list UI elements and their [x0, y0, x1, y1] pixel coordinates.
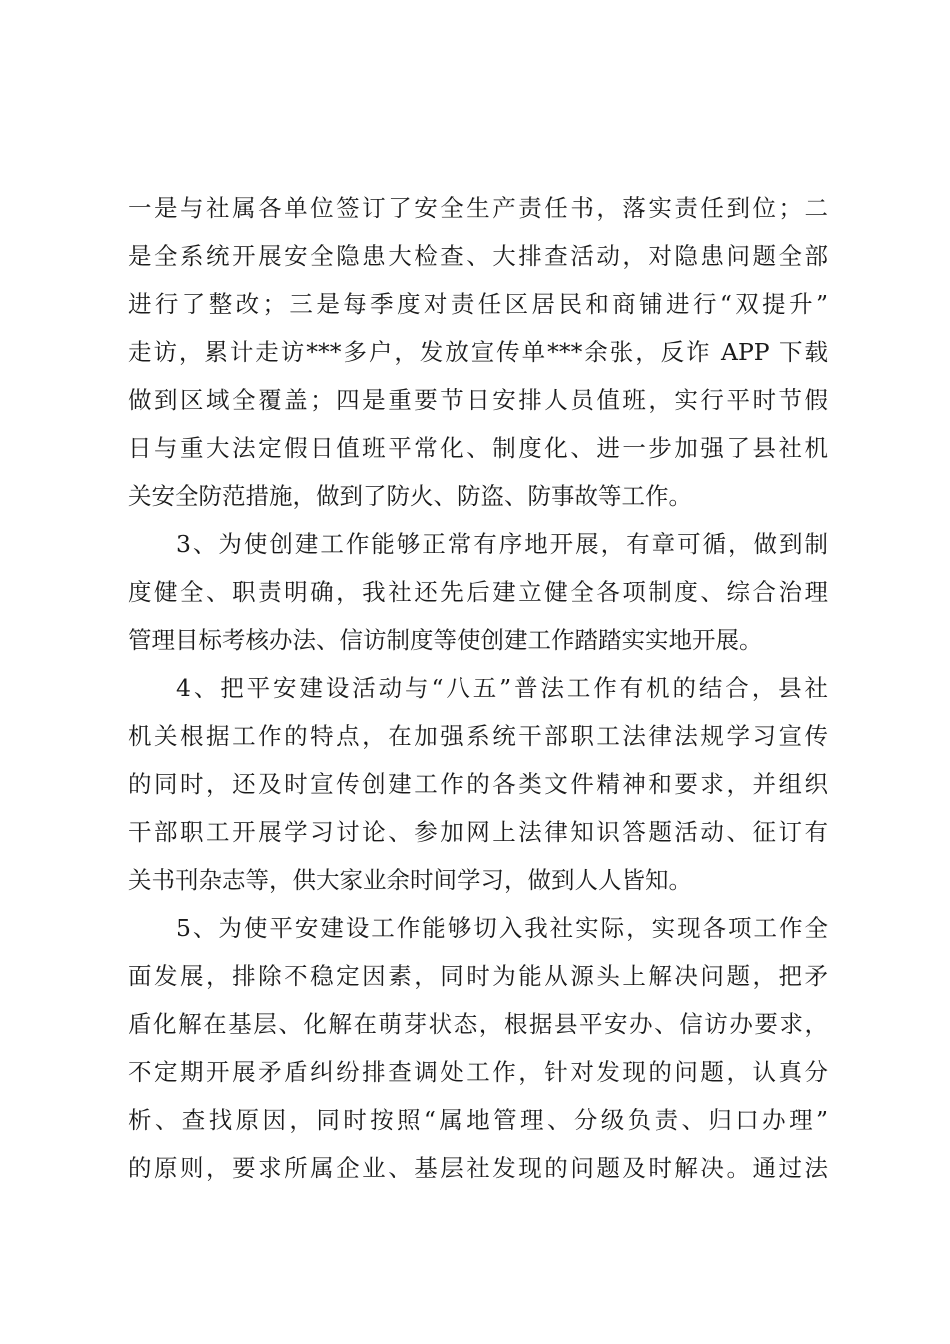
text-line: 面发展，排除不稳定因素，同时为能从源头上解决问题，把矛 — [128, 962, 828, 990]
text-line: 走访，累计走访***多户，发放宣传单***余张，反诈 APP 下载 — [128, 338, 828, 366]
text-line: 度健全、职责明确，我社还先后建立健全各项制度、综合治理 — [128, 578, 828, 606]
paragraph-5-line: 5、为使平安建设工作能够切入我社实际，实现各项工作全 — [176, 914, 828, 942]
text-line: 盾化解在基层、化解在萌芽状态，根据县平安办、信访办要求， — [128, 1010, 828, 1038]
text-line: 机关根据工作的特点，在加强系统干部职工法律法规学习宣传 — [128, 722, 828, 750]
text-line: 的原则，要求所属企业、基层社发现的问题及时解决。通过法 — [128, 1154, 828, 1182]
text-line: 日与重大法定假日值班平常化、制度化、进一步加强了县社机 — [128, 434, 828, 462]
text-line: 是全系统开展安全隐患大检查、大排查活动，对隐患问题全部 — [128, 242, 828, 270]
text-line: 干部职工开展学习讨论、参加网上法律知识答题活动、征订有 — [128, 818, 828, 846]
text-line: 的同时，还及时宣传创建工作的各类文件精神和要求，并组织 — [128, 770, 828, 798]
paragraph-3-line: 3、为使创建工作能够正常有序地开展，有章可循，做到制 — [176, 530, 828, 558]
text-line: 关安全防范措施，做到了防火、防盗、防事故等工作。 — [128, 482, 692, 510]
text-line: 一是与社属各单位签订了安全生产责任书，落实责任到位；二 — [128, 194, 828, 222]
text-line: 管理目标考核办法、信访制度等使创建工作踏踏实实地开展。 — [128, 626, 763, 654]
paragraph-4-line: 4、把平安建设活动与“八五”普法工作有机的结合，县社 — [176, 674, 828, 702]
text-line: 做到区域全覆盖；四是重要节日安排人员值班，实行平时节假 — [128, 386, 828, 414]
text-line: 关书刊杂志等，供大家业余时间学习，做到人人皆知。 — [128, 866, 692, 894]
text-line: 不定期开展矛盾纠纷排查调处工作，针对发现的问题，认真分 — [128, 1058, 828, 1086]
body-text — [128, 184, 828, 1192]
text-line: 析、查找原因，同时按照“属地管理、分级负责、归口办理” — [128, 1106, 828, 1134]
text-line: 进行了整改；三是每季度对责任区居民和商铺进行“双提升” — [128, 290, 828, 318]
